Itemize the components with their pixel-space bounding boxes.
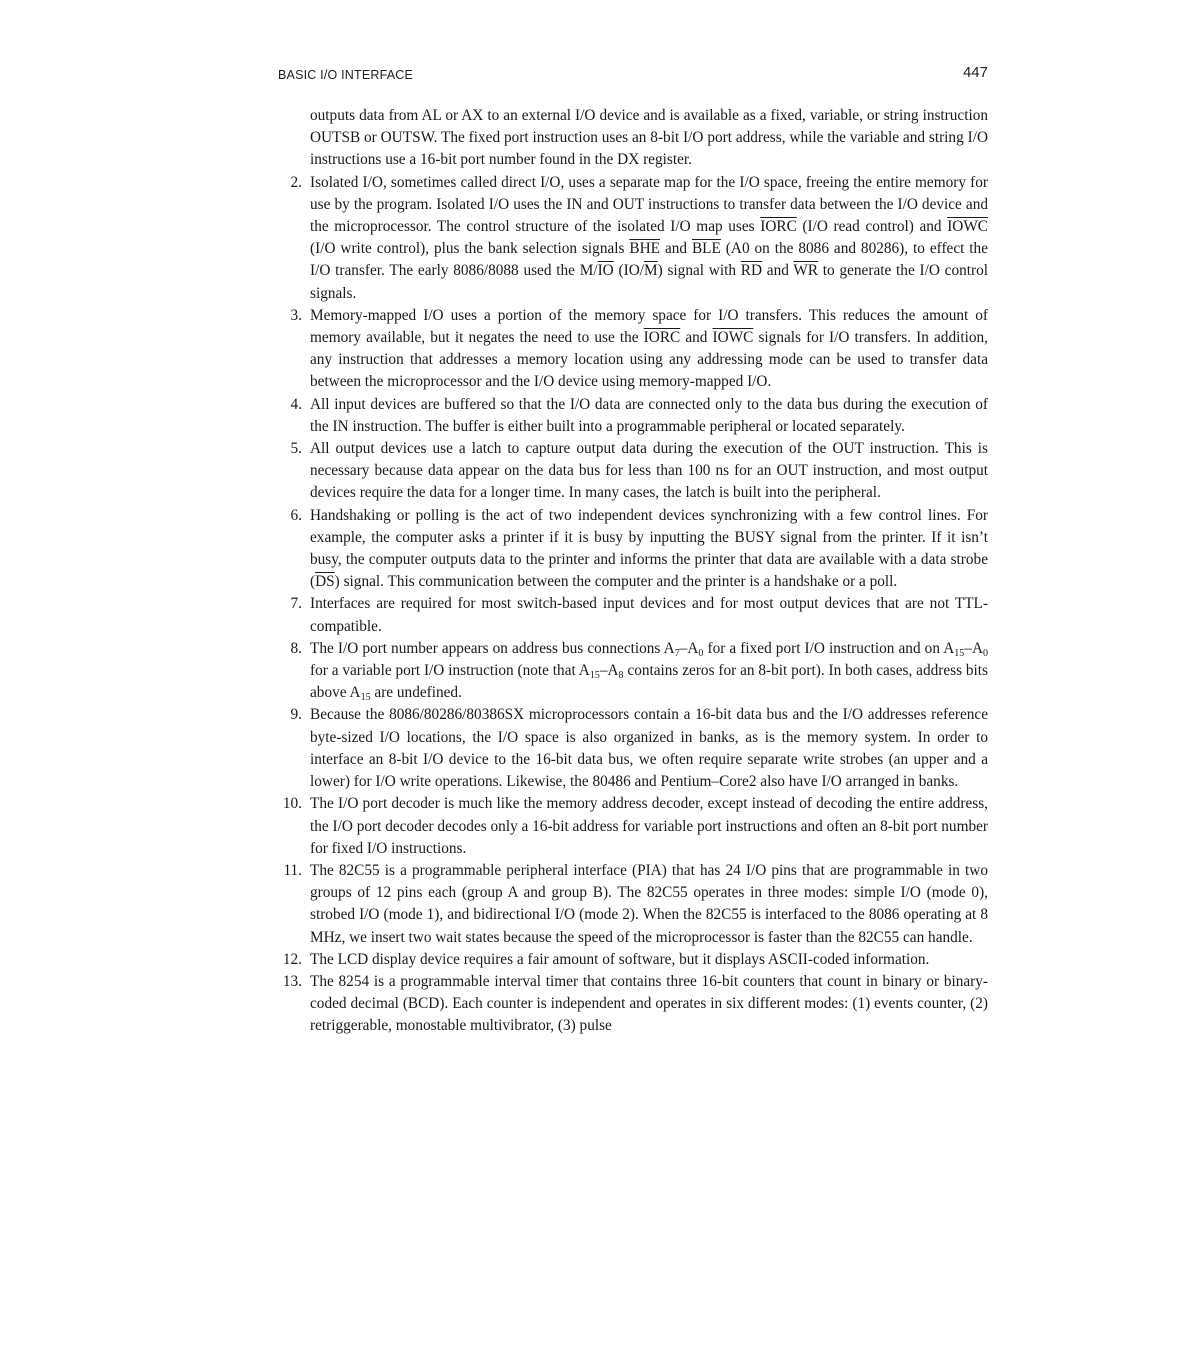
summary-list (278, 172, 988, 1038)
iorc-signal: IORC (760, 218, 797, 236)
item-number: 6. (290, 506, 302, 524)
list-item-11: 11. The 82C55 is a programmable peripheral interface (PIA) that has 24 I/O pins that are programmable in two groups of 12 pins each (group A and group B). The 82C55 operates in three modes: simple I/O (mode 0), strobed I/O (mode 1), and bidirectional I/O (mode 2). When the 82C55 is interfaced to the 8086 operating at 8 MHz, we insert two wait states because the speed of the microprocessor is faster than the 82C55 can handle. (278, 860, 988, 949)
list-item-12: 12. The LCD display device requires a fair amount of software, but it displays ASCII-coded information. (278, 949, 988, 971)
item-number: 2. (290, 173, 302, 191)
list-item-6: 6. Handshaking or polling is the act of two independent devices synchronizing with a few control lines. For example, the computer asks a printer if it is busy by inputting the BUSY signal from the printer. If it isn’t busy, the computer outputs data to the printer and informs the printer that data are available with a data strobe $(\overline{DS})$ signal. This communication between the computer and the printer is a handshake or a poll. (278, 505, 988, 594)
ds-signal: $\overline{DS}$ (315, 573, 335, 591)
ble-signal: $\overline{BLE}$ (691, 240, 721, 258)
list-item-4: 4. All input devices are buffered so that the I/O data are connected only to the data bus during the execution of the IN instruction. The buffer is either built into a programmable peripheral or located separately. (278, 394, 988, 438)
list-item-9: 9. Because the 8086/80286/80386SX microprocessors contain a 16-bit data bus and the I/O addresses reference byte-sized I/O locations, the I/O space is also organized in banks, as is the memory system. In order to interface an 8-bit I/O device to the 16-bit data bus, we often require separate write strobes (an upper and a lower) for I/O write operations. Likewise, the 80486 and Pentium–Core2 also have I/O arranged in banks. (278, 704, 988, 793)
wr-signal: $\overline{WR}$ (793, 262, 819, 280)
item-number: 4. (290, 395, 302, 413)
page-number: 447 (962, 64, 988, 81)
bhe-signal: $\overline{BHE}$ (629, 240, 661, 258)
list-item-7: 7. Interfaces are required for most switch-based input devices and for most output devices that are not TTL-compatible. (278, 593, 988, 637)
list-item-13: 13. The 8254 is a programmable interval timer that contains three 16-bit counters that count in binary or binary-coded decimal (BCD). Each counter is independent and operates in six different modes: (1) events counter, (2) retriggerable, monostable multivibrator, (3) pulse (278, 971, 988, 1038)
item-number: 11. (283, 861, 302, 879)
io-signal: $\overline{IO}$ (597, 262, 614, 280)
list-item-5: 5. All output devices use a latch to capture output data during the execution of the OUT instruction. This is necessary because data appear on the data bus for less than 100 ns for an OUT instruction, and most output devices require the data for a longer time. In many cases, the latch is built into the peripheral. (278, 438, 988, 505)
list-item-10: 10. The I/O port decoder is much like the memory address decoder, except instead of decoding the entire address, the I/O port decoder decodes only a 16-bit address for variable port instructions and often an 8-bit port number for fixed I/O instructions. (278, 793, 988, 860)
item-number: 12. (282, 950, 302, 968)
item-number: 7. (290, 595, 302, 613)
section-title: BASIC I/O INTERFACE (278, 68, 414, 82)
iowc-signal: IOWC (712, 329, 754, 347)
iowc-signal: IOWC (947, 218, 988, 236)
continued-paragraph: outputs data from AL or AX to an external I/O device and is available as a fixed, variable, or string instruction OUTSB or OUTSW. The fixed port instruction uses an 8-bit I/O port address, while the variable and string I/O instructions use a 16-bit port number found in the DX register. (310, 107, 988, 169)
iorc-signal: IORC (643, 329, 681, 347)
item-number: 13. (282, 972, 302, 990)
list-item-2: 2. Isolated I/O, sometimes called direct I/O, uses a separate map for the I/O space, freeing the entire memory for use by the program. Isolated I/O uses the IN and OUT instructions to transfer data between the I/O device and the microprocessor. The control structure of the isolated I/O map uses IORC (I/O read control) and IOWC (I/O write control), plus the bank selection signals $\overline{BHE}$ and $\overline{BLE}$ (A0 on the 8086 and 80286), to effect the I/O transfer. The early 8086/8088 used the $M/\overline{IO}$ $(IO/\overline{M})$ signal with $\overline{RD}$ and $\overline{WR}$ to generate the I/O control signals. (278, 172, 988, 305)
list-item-8: 8. The I/O port number appears on address bus connections $A_7-A_0$ for a fixed port I/O instruction and on $A_{15}-A_0$ for a variable port I/O instruction (note that $A_{15}-A_8$ contains zeros for an 8-bit port). In both cases, address bits above $A_{15}$ are undefined. (278, 638, 988, 705)
item-number: 8. (290, 639, 302, 657)
item-number: 3. (290, 306, 302, 324)
list-item-3: 3. Memory-mapped I/O uses a portion of the memory space for I/O transfers. This reduces the amount of memory available, but it negates the need to use the IORC and IOWC signals for I/O transfers. In addition, any instruction that addresses a memory location using any addressing mode can be used to transfer data between the microprocessor and the I/O device using memory-mapped I/O. (278, 305, 988, 394)
item-number: 9. (290, 706, 302, 724)
item-number: 10. (282, 795, 302, 813)
running-header (278, 64, 988, 86)
rd-signal: $\overline{RD}$ (740, 262, 763, 280)
page-body (278, 105, 988, 1038)
m-signal: $\overline{M}$ (644, 262, 658, 280)
item-number: 5. (290, 440, 302, 458)
